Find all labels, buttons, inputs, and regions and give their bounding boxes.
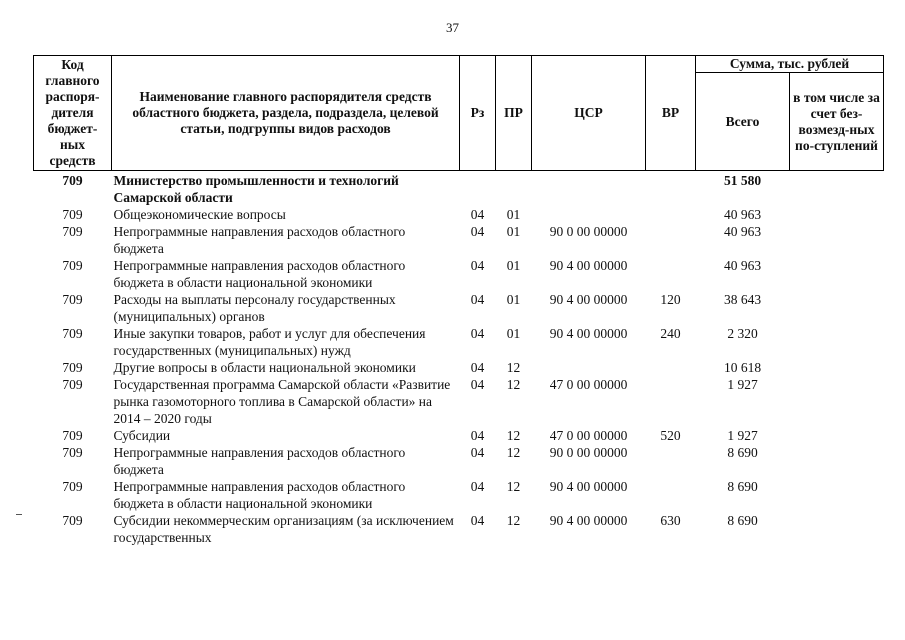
- cell-rz: 04: [470, 479, 485, 494]
- cell-rz: 04: [470, 326, 485, 341]
- cell-rz: 04: [470, 445, 485, 460]
- header-gratuitous: в том числе за счет без-возмезд-ных по-ступлений: [790, 73, 884, 171]
- cell-vr: [646, 171, 696, 207]
- header-rz: Рз: [460, 56, 496, 171]
- cell-csr: [532, 206, 646, 223]
- cell-code: 709: [62, 428, 83, 443]
- cell-pr: 12: [506, 445, 521, 460]
- cell-name: Непрограммные направления расходов областного бюджета в области национальной экономики: [113, 258, 406, 290]
- cell-csr: 90 4 00 00000: [549, 479, 628, 494]
- cell-csr: 47 0 00 00000: [549, 428, 628, 443]
- cell-gratuitous: [790, 512, 884, 546]
- cell-vr: 240: [660, 326, 681, 341]
- cell-total: 1 927: [727, 428, 758, 443]
- header-pr: ПР: [496, 56, 532, 171]
- cell-rz: 04: [470, 428, 485, 443]
- page-number: 37: [446, 20, 459, 35]
- cell-rz: 04: [470, 258, 485, 273]
- cell-rz: 04: [470, 360, 485, 375]
- header-vr: ВР: [646, 56, 696, 171]
- cell-code: 709: [62, 377, 83, 392]
- cell-name: Непрограммные направления расходов областного бюджета: [113, 224, 406, 256]
- cell-rz: 04: [470, 292, 485, 307]
- table-row: [34, 478, 884, 512]
- table-body: [34, 171, 884, 547]
- cell-name: Государственная программа Самарской области «Развитие рынка газомоторного топлива в Самарской области» на 2014 – 2020 годы: [113, 377, 451, 426]
- cell-rz: 04: [470, 224, 485, 239]
- cell-code: 709: [62, 292, 83, 307]
- cell-vr: 120: [660, 292, 681, 307]
- cell-name: Иные закупки товаров, работ и услуг для обеспечения государственных (муниципальных) нужд: [113, 326, 426, 358]
- cell-name: Непрограммные направления расходов областного бюджета: [113, 445, 406, 477]
- cell-csr: 90 4 00 00000: [549, 326, 628, 341]
- cell-code: 709: [62, 360, 83, 375]
- cell-rz: 04: [470, 513, 485, 528]
- cell-pr: 12: [506, 428, 521, 443]
- table-header: [34, 56, 884, 171]
- cell-vr: [646, 376, 696, 427]
- cell-code: 709: [62, 224, 83, 239]
- cell-name: Министерство промышленности и технологий Самарской области: [113, 173, 399, 205]
- cell-total: 8 690: [727, 445, 758, 460]
- cell-pr: 01: [506, 292, 521, 307]
- header-sum-group: Сумма, тыс. рублей: [696, 56, 884, 73]
- cell-code: 709: [62, 207, 83, 222]
- header-name: Наименование главного распорядителя средств областного бюджета, раздела, подраздела, целевой статьи, подгруппы видов расходов: [112, 56, 460, 171]
- cell-pr: 12: [506, 513, 521, 528]
- cell-vr: [646, 223, 696, 257]
- budget-table: [33, 55, 884, 546]
- cell-code: 709: [62, 445, 83, 460]
- cell-pr: 12: [506, 479, 521, 494]
- header-total: Всего: [696, 73, 790, 171]
- cell-gratuitous: [790, 257, 884, 291]
- cell-gratuitous: [790, 223, 884, 257]
- table-row: [34, 512, 884, 546]
- header-code: Код главного распоря-дителя бюджет-ных средств: [34, 56, 112, 171]
- cell-csr: 90 4 00 00000: [549, 258, 628, 273]
- cell-csr: 90 4 00 00000: [549, 292, 628, 307]
- cell-total: 38 643: [723, 292, 762, 307]
- cell-gratuitous: [790, 291, 884, 325]
- cell-csr: 47 0 00 00000: [549, 377, 628, 392]
- cell-name: Непрограммные направления расходов областного бюджета в области национальной экономики: [113, 479, 406, 511]
- cell-pr: 01: [506, 258, 521, 273]
- cell-vr: [646, 257, 696, 291]
- cell-vr: 520: [660, 428, 681, 443]
- table-row: [34, 444, 884, 478]
- cell-total: 40 963: [723, 207, 762, 222]
- header-csr: ЦСР: [532, 56, 646, 171]
- cell-csr: [532, 359, 646, 376]
- cell-code: 709: [62, 326, 83, 341]
- cell-name: Общеэкономические вопросы: [113, 207, 286, 222]
- cell-vr: [646, 444, 696, 478]
- cell-code: 709: [62, 513, 83, 528]
- cell-csr: 90 0 00 00000: [549, 445, 628, 460]
- cell-total: 8 690: [727, 513, 758, 528]
- cell-name: Субсидии некоммерческим организациям (за исключением государственных: [113, 513, 454, 545]
- cell-csr: [532, 171, 646, 207]
- table-row: [34, 427, 884, 444]
- cell-pr: 01: [506, 207, 521, 222]
- cell-code: 709: [62, 258, 83, 273]
- cell-gratuitous: [790, 206, 884, 223]
- cell-csr: 90 4 00 00000: [549, 513, 628, 528]
- cell-vr: [646, 478, 696, 512]
- cell-code: 709: [62, 479, 83, 494]
- margin-mark: [16, 514, 22, 515]
- cell-gratuitous: [790, 171, 884, 207]
- table-row: [34, 223, 884, 257]
- cell-gratuitous: [790, 376, 884, 427]
- cell-code: 709: [62, 173, 83, 188]
- cell-pr: 12: [506, 360, 521, 375]
- cell-total: 8 690: [727, 479, 758, 494]
- cell-gratuitous: [790, 325, 884, 359]
- cell-gratuitous: [790, 444, 884, 478]
- table-row: [34, 376, 884, 427]
- cell-pr: 01: [506, 326, 521, 341]
- cell-vr: [646, 359, 696, 376]
- cell-gratuitous: [790, 478, 884, 512]
- cell-name: Другие вопросы в области национальной экономики: [113, 360, 416, 375]
- cell-pr: [496, 171, 532, 207]
- cell-gratuitous: [790, 359, 884, 376]
- cell-pr: 12: [506, 377, 521, 392]
- cell-total: 40 963: [723, 258, 762, 273]
- cell-rz: [460, 171, 496, 207]
- cell-total: 10 618: [723, 360, 762, 375]
- table-row: [34, 171, 884, 207]
- cell-name: Расходы на выплаты персоналу государственных (муниципальных) органов: [113, 292, 396, 324]
- cell-rz: 04: [470, 207, 485, 222]
- cell-vr: [646, 206, 696, 223]
- cell-name: Субсидии: [113, 428, 171, 443]
- cell-total: 40 963: [723, 224, 762, 239]
- table-row: [34, 206, 884, 223]
- table-row: [34, 359, 884, 376]
- cell-vr: 630: [660, 513, 681, 528]
- cell-rz: 04: [470, 377, 485, 392]
- cell-csr: 90 0 00 00000: [549, 224, 628, 239]
- table-row: [34, 257, 884, 291]
- table-row: [34, 325, 884, 359]
- cell-gratuitous: [790, 427, 884, 444]
- cell-total: 51 580: [723, 173, 762, 188]
- cell-pr: 01: [506, 224, 521, 239]
- cell-total: 2 320: [727, 326, 758, 341]
- cell-total: 1 927: [727, 377, 758, 392]
- table-row: [34, 291, 884, 325]
